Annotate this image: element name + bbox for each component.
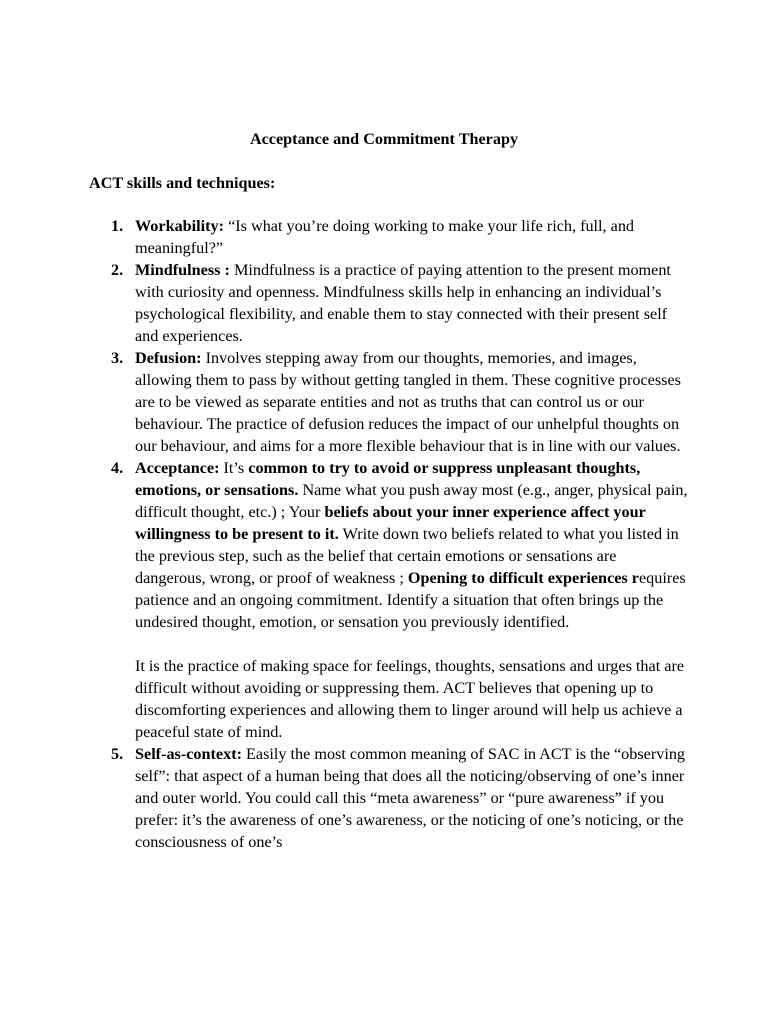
- list-item-acceptance: [89, 457, 689, 743]
- item-number: 2.: [111, 261, 124, 279]
- item-number: 5.: [111, 745, 124, 763]
- item-number: 3.: [111, 349, 124, 367]
- item-text: Involves stepping away from our thoughts, memories, and images, allowing them to pass by without getting tangled in them. These cognitive processes are to be viewed as separate entities and not as truths that can control us or our behaviour. The practice of defusion reduces the impact of our unhelpful thoughts on our behaviour, and aims for a more flexible behaviour that is in line with our values.: [135, 349, 681, 455]
- page-title: Acceptance and Commitment Therapy: [249, 130, 519, 148]
- item-text: “Is what you’re doing working to make your life rich, full, and meaningful?”: [135, 217, 635, 257]
- skills-list: [89, 215, 689, 853]
- item-heading: Defusion:: [135, 349, 202, 367]
- section-heading: ACT skills and techniques:: [89, 174, 276, 192]
- list-item-mindfulness: [89, 259, 689, 347]
- emphasis-text: common to try to avoid or suppress unpleasant thoughts, emotions, or sensations.: [135, 459, 641, 499]
- list-item-workability: [89, 215, 689, 259]
- item-heading: Mindfulness :: [135, 261, 230, 279]
- item-heading: Workability:: [135, 217, 225, 235]
- item-text: Easily the most common meaning of SAC in ACT is the “observing self”: that aspect of a human being that does all the noticing/observing of one’s inner and outer world. You could call this “meta awareness” or “pure awareness” if you prefer: it’s the awareness of one’s awareness, or the noticing of one’s noticing, or the consciousness of one’s: [135, 745, 686, 851]
- item-text: equires patience and an ongoing commitment. Identify a situation that often brings up the undesired thought, emotion, or sensation you previously identified.: [135, 569, 686, 631]
- list-item-defusion: [89, 347, 689, 457]
- item-text: Name what you push away most (e.g., anger, physical pain, difficult thought, etc.) ; Your: [135, 481, 688, 521]
- item-number: 4.: [111, 459, 124, 477]
- item-number: 1.: [111, 217, 124, 235]
- emphasis-text: beliefs about your inner experience affect your willingness to be present to it.: [135, 503, 646, 543]
- item-text: Mindfulness is a practice of paying attention to the present moment with curiosity and openness. Mindfulness skills help in enhancing an individual’s psychological flexibility, and enable them to stay connected with their present self and experiences.: [135, 261, 671, 345]
- item-text: It’s: [219, 459, 249, 477]
- list-item-self-as-context: [89, 743, 689, 853]
- item-paragraph: It is the practice of making space for feelings, thoughts, sensations and urges that are difficult without avoiding or suppressing them. ACT believes that opening up to discomforting experiences and allowing them to linger around will help us achieve a peaceful state of mind.: [135, 657, 685, 741]
- emphasis-text: Opening to difficult experiences r: [407, 569, 639, 587]
- item-heading: Self-as-context:: [135, 745, 242, 763]
- item-text: Write down two beliefs related to what you listed in the previous step, such as the belief that certain emotions or sensations are dangerous, wrong, or proof of weakness ;: [135, 525, 679, 587]
- item-heading: Acceptance:: [135, 459, 220, 477]
